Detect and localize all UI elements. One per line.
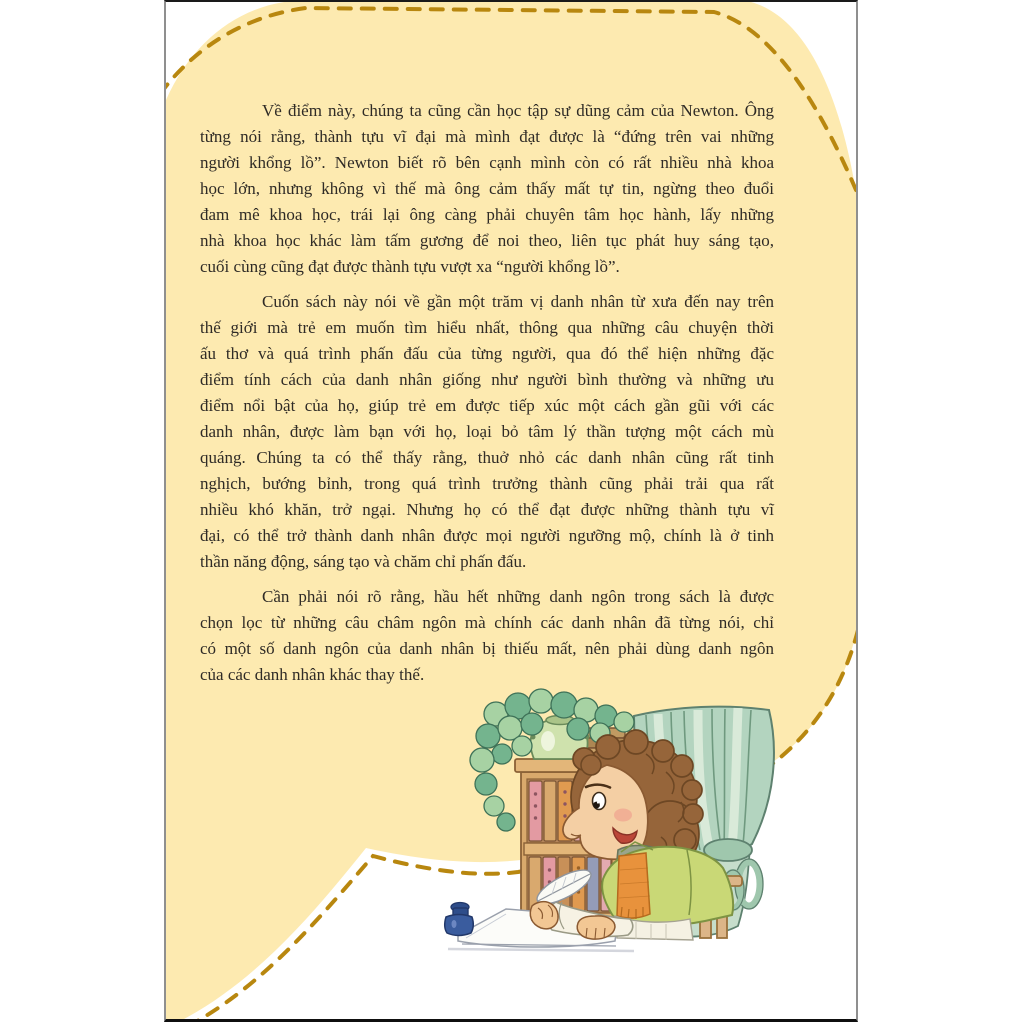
- text-line: ấu thơ và quá trình phấn đấu của từng người, qua đó thể hiện những đặc: [200, 344, 774, 363]
- text-line: chọn lọc từ những câu châm ngôn mà chính các danh nhân đã từng nói, chỉ: [200, 613, 774, 632]
- text-line: người khổng lồ”. Newton biết rõ bên cạnh mình còn có rất nhiều nhà khoa: [200, 153, 774, 172]
- text-line: đại, có thể trở thành danh nhân được mọi người ngưỡng mộ, chính là ở tinh: [200, 526, 774, 545]
- text-line: nhiều khó khăn, trở ngại. Nhưng họ có thể đạt được những thành tựu vĩ: [200, 500, 774, 519]
- text-line: từng nói rằng, thành tựu vĩ đại mà mình đạt được là “đứng trên vai những: [200, 127, 774, 146]
- text-line: Cuốn sách này nói về gần một trăm vị danh nhân từ xưa đến nay trên: [262, 292, 774, 311]
- writer-orange-scarf: [617, 853, 650, 919]
- text-line: Cần phải nói rõ rằng, hầu hết những danh ngôn trong sách là được: [262, 587, 774, 606]
- text-line: nhà khoa học khác làm tấm gương để noi theo, liên tục phát huy sáng tạo,: [200, 231, 774, 250]
- text-line: cuối cùng cũng đạt được thành tựu vượt xa “người khổng lồ”.: [200, 257, 620, 276]
- paragraph-newton: [200, 98, 774, 280]
- text-line: nghịch, bướng bỉnh, trong quá trình trưởng thành cũng phải trải qua rất: [200, 474, 774, 493]
- text-line: đam mê khoa học, trái lại ông càng phải chuyên tâm học hành, lấy những: [200, 205, 774, 224]
- paragraph-book-intro: [200, 289, 774, 575]
- text-line: thế giới mà trẻ em muốn tìm hiểu nhất, thông qua những câu chuyện thời: [200, 318, 774, 337]
- text-line: điểm nổi bật của họ, giúp trẻ em được tiếp xúc một cách gần gũi với các: [200, 396, 774, 415]
- text-block: [200, 98, 774, 697]
- paragraph-quotes-note: [200, 584, 774, 688]
- text-line: quáng. Chúng ta có thể thấy rằng, thuở nhỏ các danh nhân cũng rất tinh: [200, 448, 774, 467]
- writer-hand-flat: [577, 916, 615, 939]
- writer-blush: [614, 809, 632, 822]
- text-line: thần năng động, sáng tạo và chăm chỉ phấn đấu.: [200, 552, 527, 571]
- text-line: điểm tính cách của danh nhân giống như người bình thường và những ưu: [200, 370, 774, 389]
- text-line: học lớn, nhưng không vì thế mà ông cảm thấy mất tự tin, ngừng theo đuổi: [200, 179, 774, 198]
- inkwell: [445, 903, 474, 936]
- text-line: có một số danh ngôn của danh nhân bị thiếu mất, nên phải dùng danh ngôn: [200, 639, 774, 658]
- writer-hand-fist: [530, 902, 558, 929]
- text-line: của các danh nhân khác thay thế.: [200, 665, 425, 684]
- text-line: Về điểm này, chúng ta cũng cần học tập sự dũng cảm của Newton. Ông: [262, 101, 774, 120]
- text-line: danh nhân, được làm bạn với họ, loại bỏ tâm lý thần tượng một cách mù: [200, 422, 774, 441]
- book-page: [164, 0, 858, 1022]
